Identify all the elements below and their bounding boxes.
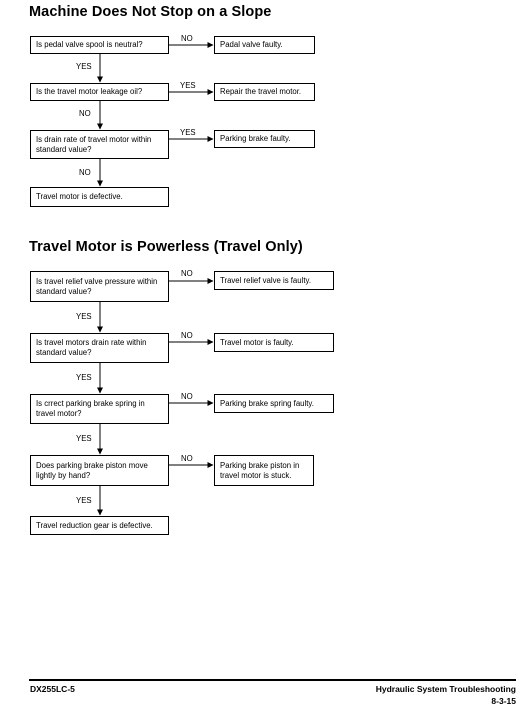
s2-q2-yes-label: YES [76, 373, 92, 382]
s2-result-3: Parking brake spring faulty. [214, 394, 334, 413]
s1-q1-no-label: NO [181, 34, 193, 43]
s2-q1-yes-label: YES [76, 312, 92, 321]
s2-result-1: Travel relief valve is faulty. [214, 271, 334, 290]
s2-q4-no-label: NO [181, 454, 193, 463]
s2-end-result: Travel reduction gear is defective. [30, 516, 169, 535]
s2-question-3: Is crrect parking brake spring in travel motor? [30, 394, 169, 424]
s2-q4-yes-label: YES [76, 496, 92, 505]
s1-question-3: Is drain rate of travel motor within standard value? [30, 130, 169, 159]
s2-result-2: Travel motor is faulty. [214, 333, 334, 352]
s2-q3-no-label: NO [181, 392, 193, 401]
s2-question-2: Is travel motors drain rate within standard value? [30, 333, 169, 363]
s1-question-1: Is pedal valve spool is neutral? [30, 36, 169, 54]
section1-title: Machine Does Not Stop on a Slope [29, 4, 272, 20]
s2-q2-no-label: NO [181, 331, 193, 340]
s2-question-4: Does parking brake piston move lightly by hand? [30, 455, 169, 486]
s1-q3-no-label: NO [79, 168, 91, 177]
s2-result-4: Parking brake piston in travel motor is stuck. [214, 455, 314, 486]
s1-q2-no-label: NO [79, 109, 91, 118]
s1-q3-yes-label: YES [180, 128, 196, 137]
s2-q3-yes-label: YES [76, 434, 92, 443]
s1-q1-yes-label: YES [76, 62, 92, 71]
footer-rule [29, 679, 516, 681]
footer-page-number: 8-3-15 [491, 696, 516, 706]
s2-question-1: Is travel relief valve pressure within standard value? [30, 271, 169, 302]
footer-model: DX255LC-5 [30, 684, 75, 694]
s2-q1-no-label: NO [181, 269, 193, 278]
section2-title: Travel Motor is Powerless (Travel Only) [29, 239, 303, 255]
s1-q2-yes-label: YES [180, 81, 196, 90]
s1-result-3: Parking brake faulty. [214, 130, 315, 148]
s1-end-result: Travel motor is defective. [30, 187, 169, 207]
footer-section-title: Hydraulic System Troubleshooting [375, 684, 516, 694]
s1-result-1: Padal valve faulty. [214, 36, 315, 54]
s1-result-2: Repair the travel motor. [214, 83, 315, 101]
s1-question-2: Is the travel motor leakage oil? [30, 83, 169, 101]
